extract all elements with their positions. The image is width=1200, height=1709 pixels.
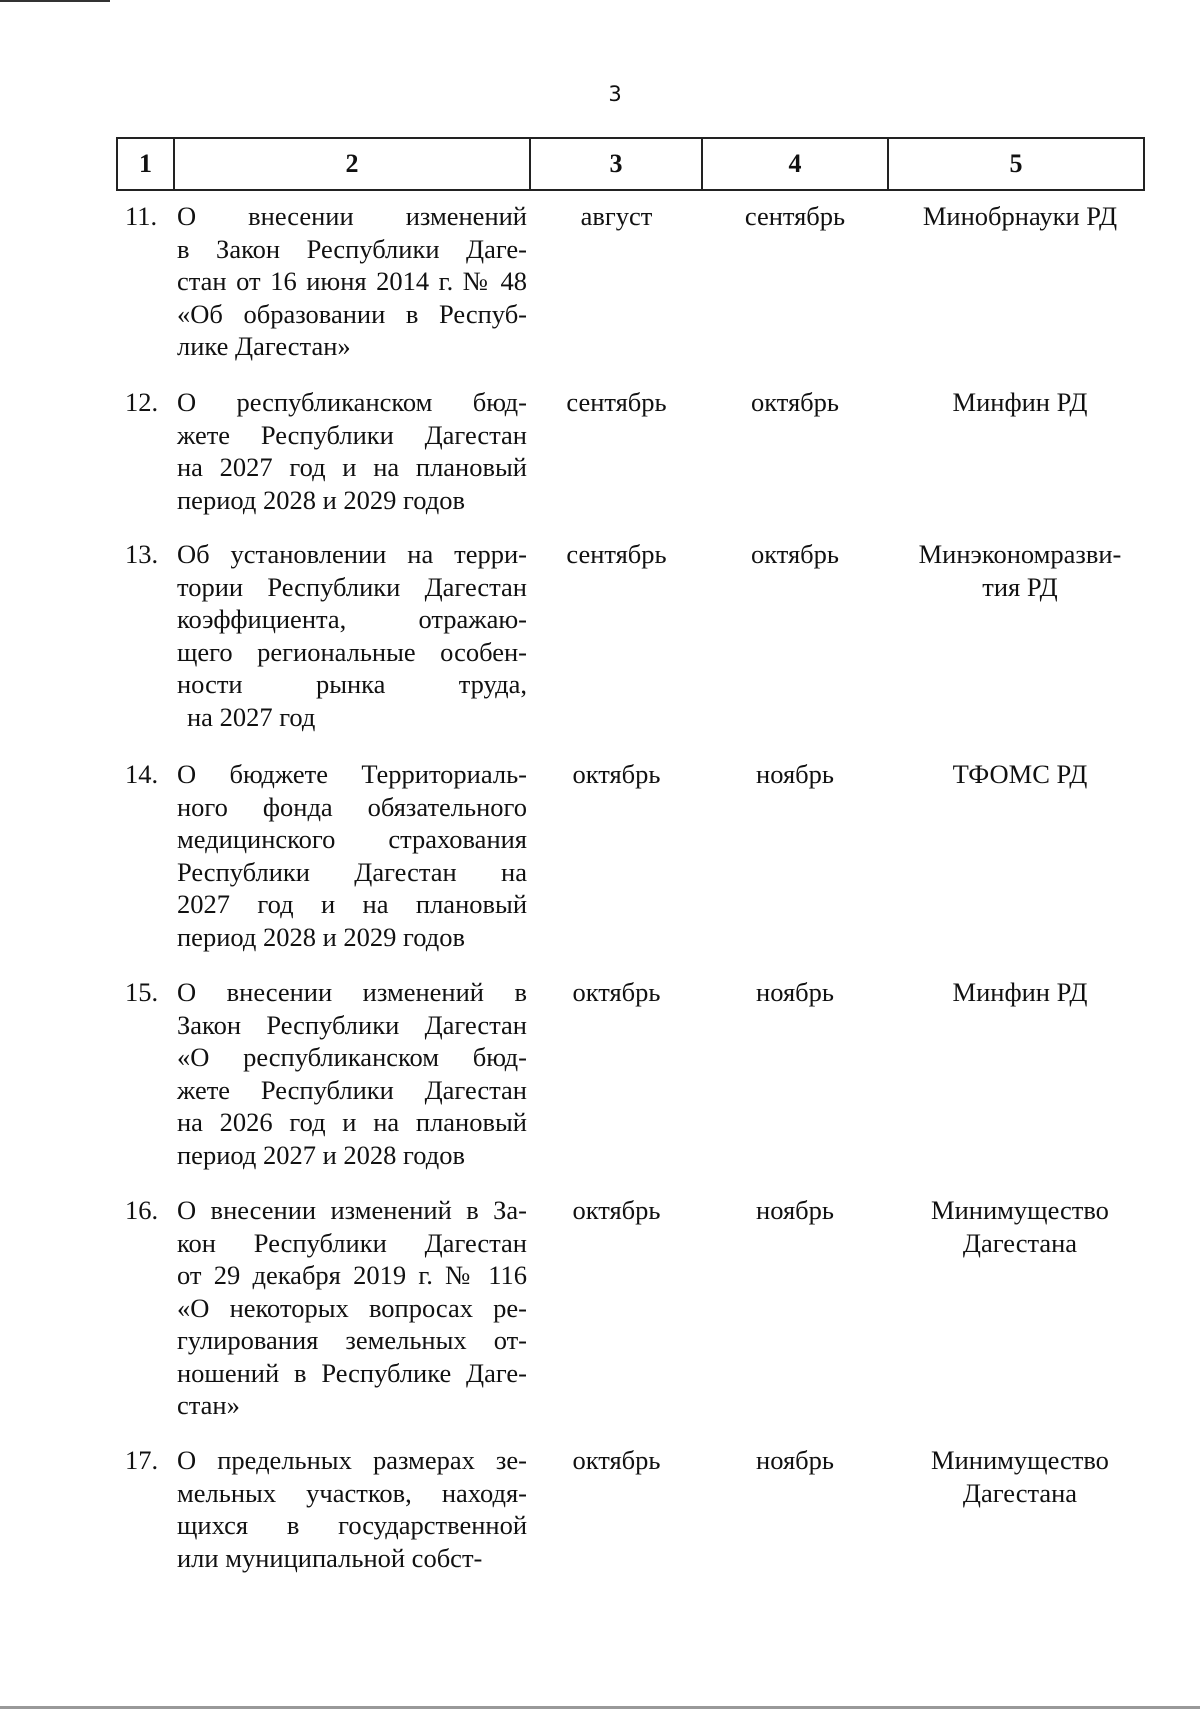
title-line: Об установлении на терри- [177, 539, 527, 569]
submission-month: сентябрь [566, 387, 667, 417]
responsible-body-line: Минобрнауки РД [922, 201, 1118, 231]
header-cell: 3 [529, 139, 701, 189]
title-line: ного фонда обязательного [177, 791, 527, 822]
title-line: жете Республики Дагестан [177, 1074, 527, 1105]
title-line: щихся в государственной [177, 1510, 527, 1540]
title-line: от 29 декабря 2019 г. № 116 [177, 1260, 527, 1290]
header-cell: 5 [887, 139, 1143, 189]
title-line: О бюджете Территориаль- [177, 759, 527, 789]
header-cell: 4 [701, 139, 887, 189]
row-title [177, 386, 527, 516]
responsible-body-line: Минимущество [931, 1445, 1109, 1475]
title-line: О внесении изменений [177, 201, 527, 231]
submission-month: август [580, 201, 653, 231]
title-line: в Закон Республики Даге- [177, 233, 527, 264]
title-line: О республиканском бюд- [177, 387, 527, 417]
responsible-body [900, 386, 1140, 419]
review-month: сентябрь [744, 201, 846, 231]
row-number: 11. [125, 201, 158, 231]
row-title [177, 758, 527, 953]
review-month: ноябрь [756, 759, 834, 789]
title-line: период 2028 и 2029 годов [177, 921, 465, 952]
title-line: щего региональные особен- [177, 636, 527, 667]
submission-month: октябрь [572, 759, 661, 789]
row-title [177, 976, 527, 1171]
title-line: жете Республики Дагестан [177, 419, 527, 450]
title-line: ности рынка труда, [177, 669, 527, 699]
submission-month: октябрь [572, 1445, 661, 1475]
row-number: 16. [125, 1195, 159, 1225]
row-number: 14. [125, 759, 159, 789]
title-line: гулирования земельных от- [177, 1325, 527, 1355]
review-month: ноябрь [756, 977, 834, 1007]
title-line: стан» [177, 1390, 240, 1420]
title-line: лике Дагестан» [177, 331, 351, 361]
responsible-body-line: Минэкономразви- [918, 539, 1122, 569]
responsible-body-line: тия РД [982, 571, 1058, 602]
scan-edge-line [0, 0, 110, 2]
title-line: или муниципальной собст- [177, 1542, 483, 1573]
title-line: медицинского страхования [177, 824, 527, 854]
title-line: «О республиканском бюд- [177, 1042, 527, 1072]
row-title [177, 538, 527, 733]
title-line: период 2028 и 2029 годов [177, 484, 465, 515]
review-month: октябрь [750, 539, 839, 569]
title-line: тории Республики Дагестан [177, 571, 527, 602]
responsible-body-line: Дагестана [962, 1477, 1078, 1508]
row-number: 12. [125, 387, 159, 417]
row-number: 13. [125, 539, 159, 569]
title-line: 2027 год и на плановый [177, 889, 527, 919]
row-title [177, 1194, 527, 1422]
row-number: 17. [125, 1445, 159, 1475]
row-title [177, 1444, 527, 1574]
responsible-body [900, 1444, 1140, 1509]
header-cell: 1 [139, 149, 152, 178]
responsible-body-line: Минимущество [931, 1195, 1109, 1225]
review-month: ноябрь [756, 1445, 834, 1475]
title-line: О внесении изменений в [177, 977, 527, 1007]
title-line: Закон Республики Дагестан [177, 1009, 527, 1040]
title-line: Республики Дагестан на [177, 856, 527, 887]
title-line: на 2027 год и на плановый [177, 452, 527, 482]
title-line: коэффициента, отражаю- [177, 604, 527, 634]
responsible-body-line: Минфин РД [952, 977, 1088, 1007]
responsible-body-line: Дагестана [962, 1227, 1078, 1258]
title-line: ношений в Республике Даге- [177, 1357, 527, 1388]
title-line: О внесении изменений в За- [177, 1195, 527, 1225]
review-month: ноябрь [756, 1195, 834, 1225]
submission-month: октябрь [572, 977, 661, 1007]
title-line: «Об образовании в Респуб- [177, 298, 527, 329]
title-line: О предельных размерах зе- [177, 1445, 527, 1475]
responsible-body [900, 1194, 1140, 1259]
responsible-body [900, 976, 1140, 1009]
table-header-row [116, 137, 1145, 191]
row-title [177, 200, 527, 363]
row-number: 15. [125, 977, 159, 1007]
title-line: «О некоторых вопросах ре- [177, 1292, 527, 1323]
responsible-body-line: Минфин РД [952, 387, 1088, 417]
responsible-body-line: ТФОМС РД [952, 759, 1088, 789]
review-month: октябрь [750, 387, 839, 417]
title-line: период 2027 и 2028 годов [177, 1139, 465, 1170]
title-line: стан от 16 июня 2014 г. № 48 [177, 266, 527, 296]
responsible-body [900, 538, 1140, 603]
page-number: 3 [608, 82, 622, 106]
title-line: мельных участков, находя- [177, 1477, 527, 1508]
header-cell: 2 [173, 139, 529, 189]
submission-month: сентябрь [566, 539, 667, 569]
responsible-body [900, 758, 1140, 791]
title-line: на 2026 год и на плановый [177, 1107, 527, 1137]
title-line: на 2027 год [187, 701, 316, 732]
submission-month: октябрь [572, 1195, 661, 1225]
title-line: кон Республики Дагестан [177, 1227, 527, 1258]
responsible-body [900, 200, 1140, 233]
